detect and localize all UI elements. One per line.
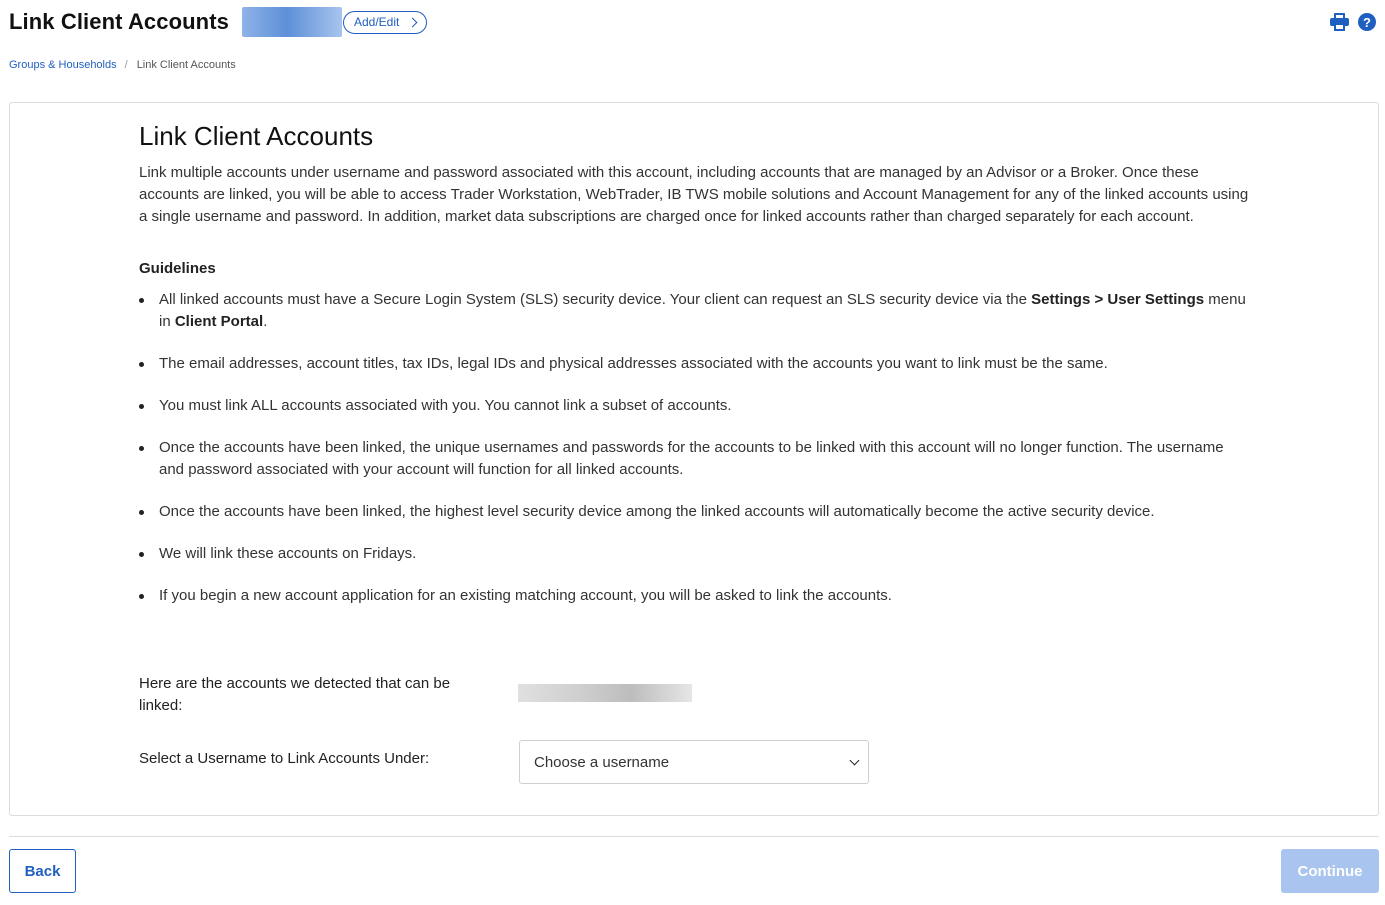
guideline-item: Once the accounts have been linked, the unique usernames and passwords for the accounts to be linked with this account will no longer function. The username and password associated with your account will function for all linked accounts. — [139, 437, 1249, 481]
chevron-down-icon — [850, 755, 860, 765]
guideline-item: Once the accounts have been linked, the highest level security device among the linked accounts will automatically become the active security device. — [139, 501, 1249, 523]
back-button[interactable]: Back — [9, 849, 76, 893]
guideline-item: The email addresses, account titles, tax IDs, legal IDs and physical addresses associated with the accounts you want to link must be the same. — [139, 353, 1249, 375]
breadcrumb-current: Link Client Accounts — [136, 59, 236, 71]
username-select-label: Select a Username to Link Accounts Under: — [139, 750, 430, 767]
help-icon[interactable]: ? — [1358, 13, 1376, 31]
guidelines-heading: Guidelines — [139, 260, 216, 277]
guideline-item: All linked accounts must have a Secure Login System (SLS) security device. Your client can request an SLS security device via the Settings > User Settings menu in Client Portal. — [139, 289, 1249, 333]
page-header — [9, 6, 1376, 38]
print-icon[interactable] — [1330, 13, 1349, 31]
breadcrumb-separator: / — [124, 59, 128, 71]
continue-button: Continue — [1281, 849, 1379, 893]
guideline-item: We will link these accounts on Fridays. — [139, 543, 1249, 565]
breadcrumb-groups-households[interactable]: Groups & Households — [9, 59, 117, 71]
card-content — [139, 103, 1249, 627]
footer-divider — [9, 836, 1379, 837]
detected-accounts-row — [139, 673, 692, 717]
guideline-item: You must link ALL accounts associated with you. You cannot link a subset of accounts. — [139, 395, 1249, 417]
add-edit-label: Add/Edit — [353, 15, 400, 29]
username-select-row — [139, 740, 869, 784]
username-select-value: Choose a username — [534, 753, 670, 771]
page-title: Link Client Accounts — [9, 9, 229, 34]
guidelines-list — [139, 289, 1249, 607]
redacted-account-badge — [242, 7, 342, 37]
username-select[interactable] — [519, 740, 869, 784]
detected-accounts-label: Here are the accounts we detected that can be linked: — [139, 675, 451, 714]
section-title: Link Client Accounts — [139, 121, 374, 151]
redacted-accounts-list — [518, 684, 692, 702]
link-accounts-card — [9, 102, 1379, 816]
guideline-item: If you begin a new account application for an existing matching account, you will be asked to link the accounts. — [139, 585, 1249, 607]
add-edit-button[interactable] — [343, 11, 427, 34]
chevron-right-icon — [408, 17, 418, 27]
breadcrumb — [9, 59, 236, 71]
header-actions — [1330, 13, 1376, 31]
intro-text: Link multiple accounts under username and password associated with this account, including accounts that are managed by an Advisor or a Broker. Once these accounts are linked, you will be able to access Trader Workstation, WebTrader, IB TWS mobile solutions and Account Management for any of the linked accounts using a single username and password. In addition, market data subscriptions are charged once for linked accounts rather than charged separately for each account. — [139, 164, 1249, 225]
